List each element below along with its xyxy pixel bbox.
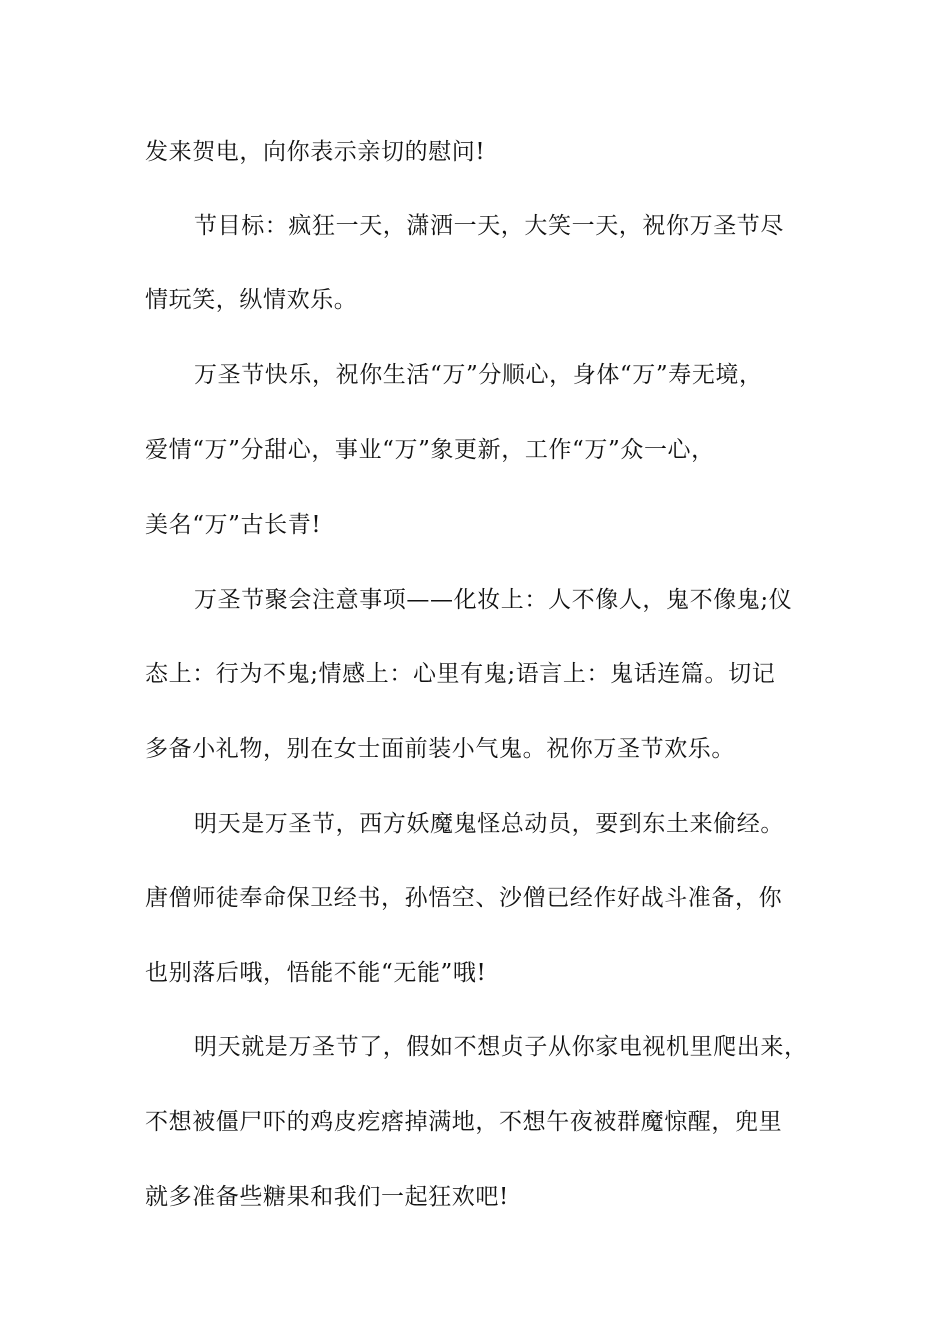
paragraph-line: 态上：行为不鬼;情感上：心里有鬼;语言上：鬼话连篇。切记 xyxy=(145,661,776,687)
paragraph-line: 就多准备些糖果和我们一起狂欢吧! xyxy=(145,1184,509,1210)
paragraph-line: 节目标：疯狂一天，潇洒一天，大笑一天，祝你万圣节尽 xyxy=(194,213,784,239)
paragraph-line: 情玩笑，纵情欢乐。 xyxy=(145,287,358,313)
paragraph-line: 万圣节快乐，祝你生活“万”分顺心，身体“万”寿无境， xyxy=(194,362,763,388)
paragraph-line: 也别落后哦，悟能不能“无能”哦! xyxy=(145,960,487,986)
paragraph-line: 美名“万”古长青! xyxy=(145,512,322,538)
paragraph-line: 唐僧师徒奉命保卫经书，孙悟空、沙僧已经作好战斗准备，你 xyxy=(145,885,783,911)
paragraph-line: 发来贺电，向你表示亲切的慰问! xyxy=(145,139,486,165)
paragraph-line: 爱情“万”分甜心，事业“万”象更新，工作“万”众一心， xyxy=(145,437,715,463)
paragraph-line: 不想被僵尸吓的鸡皮疙瘩掉满地，不想午夜被群魔惊醒，兜里 xyxy=(145,1109,783,1135)
paragraph-line: 多备小礼物，别在女士面前装小气鬼。祝你万圣节欢乐。 xyxy=(145,736,735,762)
paragraph-line: 明天是万圣节，西方妖魔鬼怪总动员，要到东土来偷经。 xyxy=(194,811,784,837)
paragraph-line: 明天就是万圣节了，假如不想贞子从你家电视机里爬出来， xyxy=(194,1034,808,1060)
paragraph-line: 万圣节聚会注意事项——化妆上：人不像人，鬼不像鬼;仪 xyxy=(194,587,793,613)
